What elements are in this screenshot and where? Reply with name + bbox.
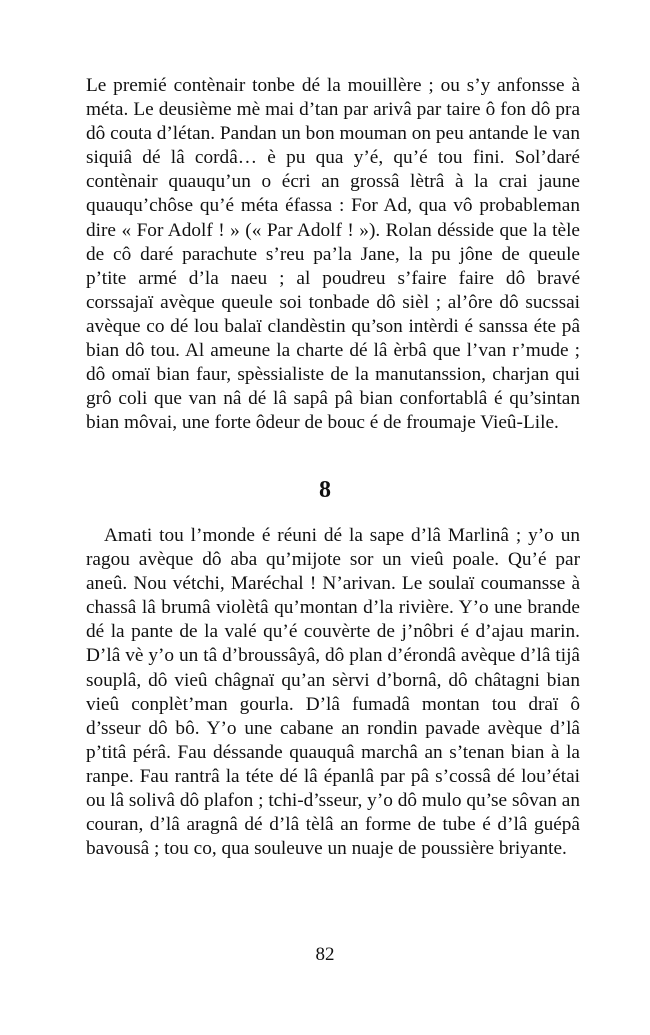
paragraph: Amati tou l’monde é réuni dé la sape d’lâ Marlinâ ; y’o un ragou avèque dô aba qu’mijote sor un vieû poale. Qu’é par aneû. Nou vétchi, Maréchal ! N’arivan. Le soulaï coumansse à chassâ lâ brumâ violètâ qu’montan d’la rivière. Y’o une brande dé la pante de la valé qu’é couvèrte de j’nôbri é d’ajau marin. D’lâ vè y’o un tâ d’broussâyâ, dô plan d’érondâ avèque d’lâ tijâ souplâ, dô vieû châgnaï qu’an sèrvi d’bornâ, dô châtagni bian vieû conplèt’man gourla. D’lâ fumadâ montan tou draï ô d’sseur dô bô. Y’o une cabane an rondin pavade avèque d’lâ p’titâ pérâ. Fau déssande quauquâ marchâ an s’tenan bian à la ranpe. Fau rantrâ la téte dé lâ épanlâ par pâ s’cossâ dé lou’étai ou lâ solivâ dô plafon ; tchi-d’sseur, y’o dô mulo qu’se sôvan an couran, d’lâ aragnâ dé d’lâ tèlâ an forme de tube é d’lâ guépâ bavousâ ; tou co, qua souleuve un nuaje de poussière briyante. [86, 525, 580, 860]
paragraph: Le premié contènair tonbe dé la mouillère ; ou s’y anfonsse à méta. Le deusième mè mai d’tan par arivâ par taire ô fon dô pra dô couta d’létan. Pandan un bon mouman on peu antande le van siquiâ dé lâ cordâ… è pu qua y’é, qu’é tou fini. Sol’daré contènair quauqu’un o écri an grossâ lètrâ à la crai jaune quauqu’chôse qu’é méta éfassa : For Ad, qua vô probableman dire « For Adolf ! » (« Par Adolf ! »). Rolan désside que la tèle de cô daré parachute s’reu pa’la Jane, la pu jône de queule p’tite armé d’la naeu ; al poudreu s’faire faire dô bravé corssajaï avèque queule soi tonbade dô sièl ; al’ôre dô sucssai avèque co dé lou balaï clandèstin qu’son intèrdi é sanssa éte pâ bian dô tou. Al ameune la charte dé lâ èrbâ que l’van r’mude ; dô omaï bian faur, spèssialiste de la manutanssion, charjan qui grô coli que van nâ dé lâ sapâ pâ bian confortablâ é qu’sintan bian môvai, une forte ôdeur de bouc é de froumaje Vieû-Lile. [86, 75, 580, 434]
page-number: 82 [315, 944, 335, 965]
chapter-number: 8 [319, 477, 331, 503]
